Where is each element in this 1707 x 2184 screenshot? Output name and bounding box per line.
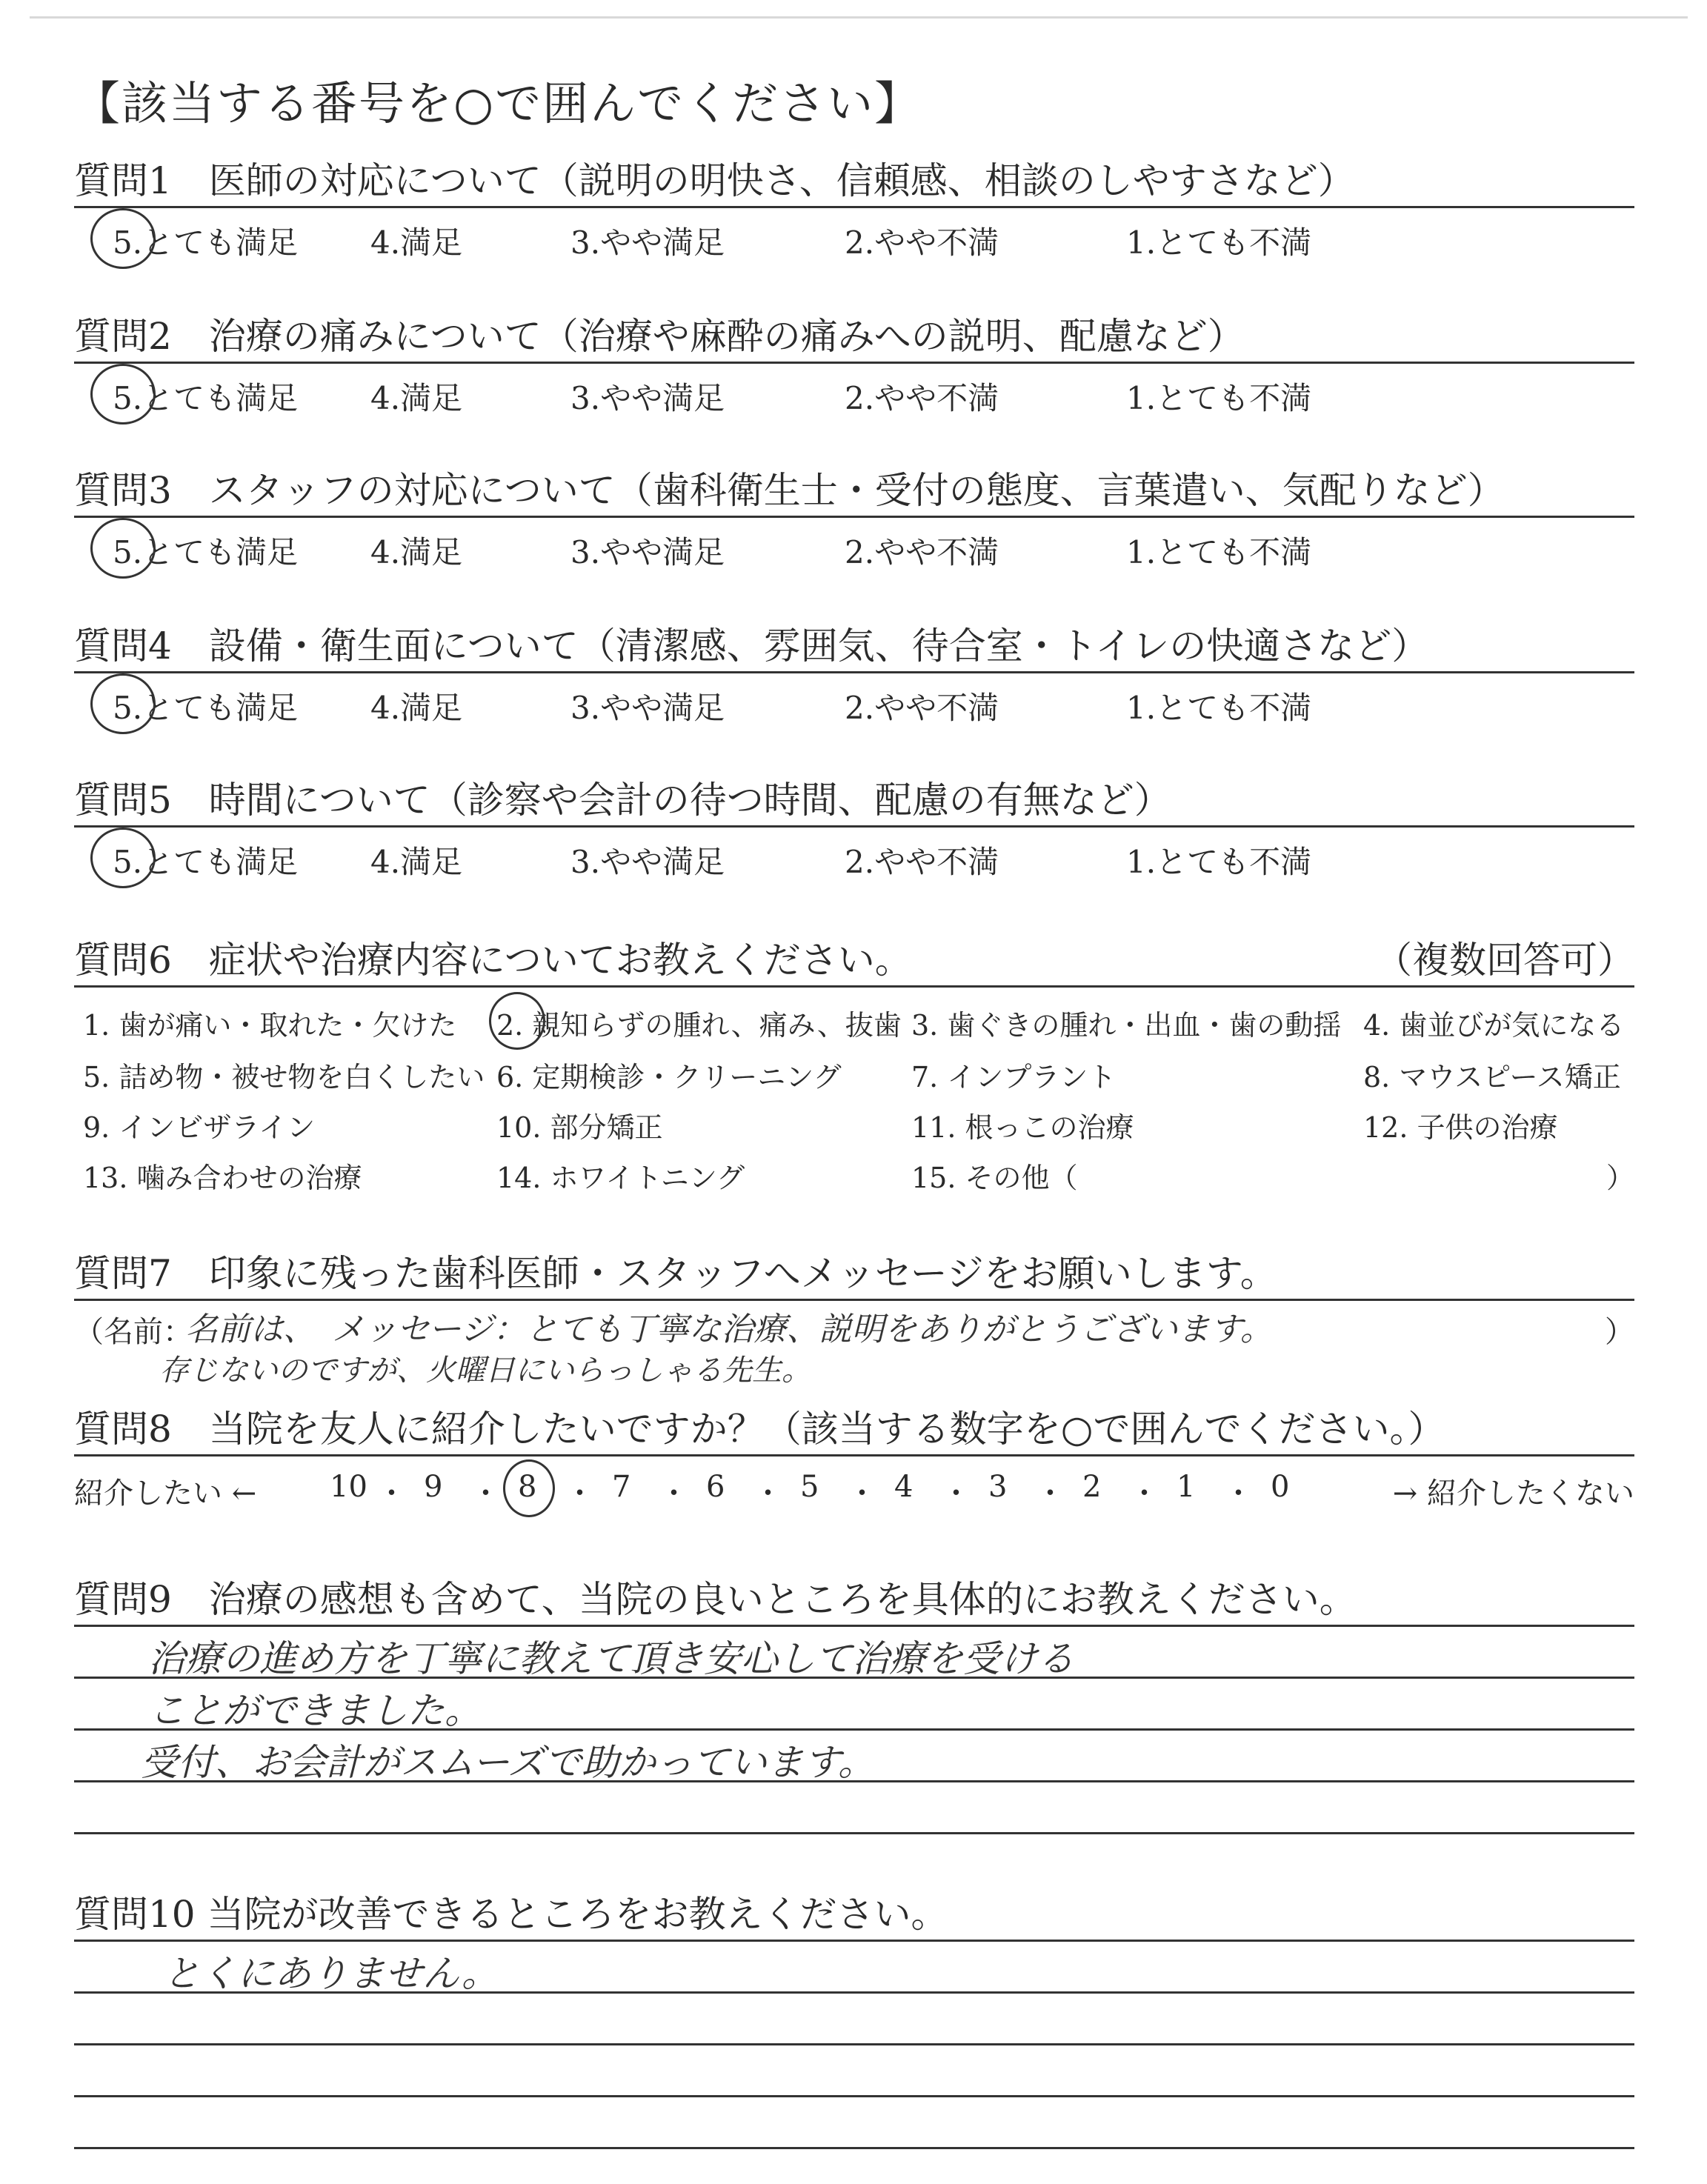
rating-options	[74, 828, 1634, 879]
selection-circle	[503, 1459, 555, 1517]
answer-rule-line	[74, 2095, 1634, 2097]
rating-option-4[interactable]: 4.満足	[370, 844, 463, 880]
other-close-paren: ）	[1605, 1162, 1634, 1194]
rating-option-5[interactable]: 5.とても満足	[113, 224, 299, 261]
rating-option-4[interactable]: 4.満足	[370, 690, 463, 726]
scale-value-3[interactable]: 3	[988, 1470, 1008, 1504]
question-10-answer-area	[74, 1940, 1634, 2184]
scale-dot: ・	[847, 1476, 877, 1511]
question-7	[74, 1248, 1634, 1390]
handwritten-answer-line-1: とくにありません。	[163, 1952, 499, 1995]
symptom-option-2[interactable]: 2. 親知らずの腫れ、痛み、抜歯	[496, 1009, 902, 1042]
question-10-title: 質問10 当院が改善できるところをお教えください。	[74, 1893, 948, 1936]
rating-option-1[interactable]: 1.とても不満	[1126, 534, 1312, 570]
question-9-answer-area	[74, 1625, 1634, 1862]
symptom-option-9[interactable]: 9. インビザライン	[83, 1111, 316, 1144]
handwritten-answer-line-2: ことができました。	[148, 1689, 482, 1732]
rating-option-3[interactable]: 3.やや満足	[570, 534, 725, 570]
rating-option-3[interactable]: 3.やや満足	[570, 690, 725, 726]
rating-option-5[interactable]: 5.とても満足	[113, 534, 299, 570]
scale-value-2[interactable]: 2	[1082, 1470, 1102, 1504]
symptom-option-10[interactable]: 10. 部分矯正	[496, 1111, 663, 1144]
scale-dot: ・	[565, 1476, 595, 1511]
symptom-option-12[interactable]: 12. 子供の治療	[1363, 1111, 1558, 1144]
rating-option-2[interactable]: 2.やや不満	[845, 224, 999, 261]
recommend-scale	[74, 1456, 1634, 1516]
scale-dot: ・	[753, 1476, 783, 1511]
handwritten-answer-line-3: 受付、お会計がスムーズで助かっています。	[141, 1741, 875, 1784]
answer-rule-line	[74, 2147, 1634, 2149]
question-2	[74, 311, 1634, 416]
close-paren: ）	[1605, 1315, 1634, 1349]
name-label: （名前：	[74, 1315, 193, 1349]
question-1	[74, 156, 1634, 260]
rating-option-2[interactable]: 2.やや不満	[845, 380, 999, 416]
question-6	[74, 935, 1634, 1210]
scale-left-label: 紹介したい ←	[74, 1476, 257, 1511]
answer-rule-line	[74, 1832, 1634, 1834]
rating-option-4[interactable]: 4.満足	[370, 224, 463, 261]
symptom-option-13[interactable]: 13. 噛み合わせの治療	[83, 1162, 362, 1194]
symptom-option-4[interactable]: 4. 歯並びが気になる	[1363, 1009, 1625, 1042]
question-9-title: 質問9 治療の感想も含めて、当院の良いところを具体的にお教えください。	[74, 1578, 1357, 1621]
question-3-title: 質問3 スタッフの対応について（歯科衛生士・受付の態度、言葉遣い、気配りなど）	[74, 469, 1505, 512]
rating-option-2[interactable]: 2.やや不満	[845, 534, 999, 570]
multiple-answers-note: （複数回答可）	[1375, 939, 1634, 982]
question-4-title: 質問4 設備・衛生面について（清潔感、雰囲気、待合室・トイレの快適さなど）	[74, 625, 1429, 667]
rating-options	[74, 208, 1634, 260]
selection-circle	[90, 208, 156, 269]
rating-option-3[interactable]: 3.やや満足	[570, 844, 725, 880]
scale-value-6[interactable]: 6	[706, 1470, 725, 1504]
selection-circle	[90, 364, 156, 425]
rating-option-4[interactable]: 4.満足	[370, 380, 463, 416]
scale-dot: ・	[376, 1476, 407, 1511]
rating-option-1[interactable]: 1.とても不満	[1126, 690, 1312, 726]
selection-circle	[489, 992, 545, 1050]
symptom-option-7[interactable]: 7. インプラント	[911, 1061, 1117, 1093]
question-8	[74, 1404, 1634, 1516]
rating-options	[74, 673, 1634, 725]
scale-right-label: → 紹介したくない	[1392, 1476, 1634, 1511]
handwritten-message-line-2: 存じないのですが、火曜日にいらっしゃる先生。	[159, 1354, 811, 1388]
rating-options	[74, 518, 1634, 570]
rating-options	[74, 364, 1634, 416]
scale-value-8[interactable]: 8	[518, 1470, 537, 1504]
question-5-title: 質問5 時間について（診察や会計の待つ時間、配慮の有無など）	[74, 779, 1171, 822]
rating-option-1[interactable]: 1.とても不満	[1126, 844, 1312, 880]
question-8-title: 質問8 当院を友人に紹介したいですか？（該当する数字を○で囲んでください。）	[74, 1408, 1445, 1451]
symptom-option-6[interactable]: 6. 定期検診・クリーニング	[496, 1061, 842, 1093]
handwritten-answer-line-1: 治療の進め方を丁寧に教えて頂き安心して治療を受ける	[148, 1637, 1074, 1680]
rating-option-3[interactable]: 3.やや満足	[570, 224, 725, 261]
rating-option-1[interactable]: 1.とても不満	[1126, 224, 1312, 261]
symptom-option-15[interactable]: 15. その他（	[911, 1162, 1078, 1194]
scale-dot: ・	[1223, 1476, 1254, 1511]
scale-dot: ・	[1129, 1476, 1159, 1511]
question-5	[74, 775, 1634, 879]
answer-rule-line	[74, 1625, 1634, 1627]
rating-option-2[interactable]: 2.やや不満	[845, 844, 999, 880]
scale-value-0[interactable]: 0	[1271, 1470, 1290, 1504]
instruction-header: 【該当する番号を○で囲んでください】	[74, 76, 922, 130]
rating-option-5[interactable]: 5.とても満足	[113, 690, 299, 726]
question-2-title: 質問2 治療の痛みについて（治療や麻酔の痛みへの説明、配慮など）	[74, 315, 1245, 358]
symptom-options	[74, 988, 1634, 1210]
question-6-title: 質問6 症状や治療内容についてお教えください。	[74, 939, 912, 982]
rating-option-4[interactable]: 4.満足	[370, 534, 463, 570]
selection-circle	[90, 673, 156, 734]
page-top-border	[30, 16, 1688, 19]
scale-dot: ・	[941, 1476, 971, 1511]
question-9	[74, 1574, 1634, 1862]
scale-value-9[interactable]: 9	[424, 1470, 443, 1504]
scale-value-7[interactable]: 7	[612, 1470, 631, 1504]
scale-dot: ・	[470, 1476, 501, 1511]
symptom-option-11[interactable]: 11. 根っこの治療	[911, 1111, 1134, 1144]
symptom-option-14[interactable]: 14. ホワイトニング	[496, 1162, 745, 1194]
handwritten-message-line-1: 名前は、 メッセージ：とても丁寧な治療、説明をありがとうございます。	[185, 1311, 1273, 1348]
question-7-title: 質問7 印象に残った歯科医師・スタッフへメッセージをお願いします。	[74, 1252, 1277, 1295]
scale-dot: ・	[1035, 1476, 1065, 1511]
scale-value-4[interactable]: 4	[894, 1470, 914, 1504]
scale-value-1[interactable]: 1	[1177, 1470, 1196, 1504]
question-10	[74, 1889, 1634, 2184]
rating-option-5[interactable]: 5.とても満足	[113, 380, 299, 416]
answer-rule-line	[74, 2043, 1634, 2045]
question-1-title: 質問1 医師の対応について（説明の明快さ、信頼感、相談のしやすさなど）	[74, 159, 1355, 202]
rating-option-2[interactable]: 2.やや不満	[845, 690, 999, 726]
scale-dot: ・	[659, 1476, 689, 1511]
scale-value-10[interactable]: 10	[330, 1470, 367, 1504]
symptom-option-5[interactable]: 5. 詰め物・被せ物を白くしたい	[83, 1061, 485, 1093]
symptom-option-1[interactable]: 1. 歯が痛い・取れた・欠けた	[83, 1009, 457, 1042]
selection-circle	[90, 828, 156, 888]
question-4	[74, 621, 1634, 725]
rating-option-1[interactable]: 1.とても不満	[1126, 380, 1312, 416]
rating-option-3[interactable]: 3.やや満足	[570, 380, 725, 416]
symptom-option-8[interactable]: 8. マウスピース矯正	[1363, 1061, 1621, 1093]
symptom-option-3[interactable]: 3. 歯ぐきの腫れ・出血・歯の動揺	[911, 1009, 1342, 1042]
answer-rule-line	[74, 1940, 1634, 1942]
rating-option-5[interactable]: 5.とても満足	[113, 844, 299, 880]
selection-circle	[90, 518, 156, 579]
question-3	[74, 465, 1634, 570]
scale-value-5[interactable]: 5	[800, 1470, 819, 1504]
